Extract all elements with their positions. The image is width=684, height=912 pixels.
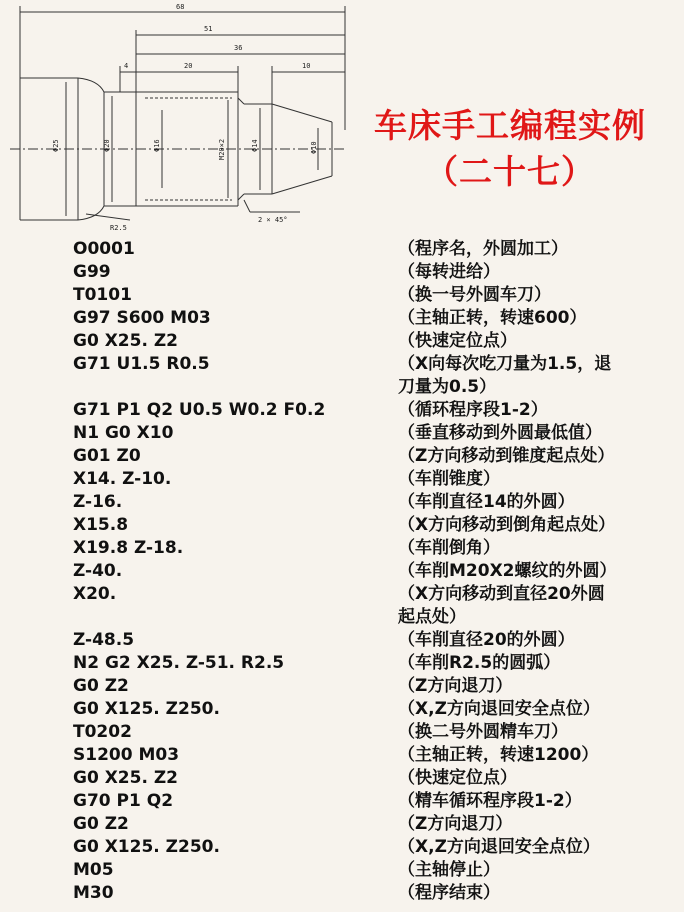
comment-line: （换一号外圆车刀）: [398, 285, 551, 305]
dim-10: 10: [302, 62, 311, 70]
comment-line: （主轴正转，转速1200）: [398, 745, 599, 765]
dim-r25: R2.5: [110, 224, 127, 232]
dim-phi25: Φ25: [52, 139, 60, 152]
code-line: X15.8: [73, 515, 129, 535]
comment-line: （精车循环程序段1-2）: [398, 791, 582, 811]
code-line: Z-16.: [73, 492, 123, 512]
code-line: X14. Z-10.: [73, 469, 172, 489]
dim-4: 4: [124, 62, 129, 70]
comment-line: （车削M20X2螺纹的外圆）: [398, 561, 617, 581]
dim-phi14: Φ14: [251, 139, 259, 152]
dim-thread: M20×2: [218, 138, 226, 160]
comment-line: （Z方向退刀）: [398, 676, 513, 696]
code-line: X20.: [73, 584, 117, 604]
code-line: S1200 M03: [73, 745, 180, 765]
comment-line: （X,Z方向退回安全点位）: [398, 837, 600, 857]
dim-36: 36: [234, 44, 243, 52]
code-line: G0 X125. Z250.: [73, 837, 220, 857]
dim-chamfer: 2 × 45°: [258, 216, 288, 224]
code-line: G71 U1.5 R0.5: [73, 354, 210, 374]
comment-line: （Z方向移动到锥度起点处）: [398, 446, 615, 466]
comment-line: （主轴正转，转速600）: [398, 308, 587, 328]
comment-line: （快速定位点）: [398, 768, 517, 788]
code-line: N1 G0 X10: [73, 423, 174, 443]
code-line: M30: [73, 883, 114, 903]
code-line: G0 X25. Z2: [73, 331, 178, 351]
comment-line: （每转进给）: [398, 262, 500, 282]
code-line: T0202: [73, 722, 132, 742]
comment-line: （程序名，外圆加工）: [398, 239, 568, 259]
part-drawing: [0, 0, 350, 236]
code-line: N2 G2 X25. Z-51. R2.5: [73, 653, 285, 673]
dim-phi16: Φ16: [153, 139, 161, 152]
comment-line: （车削倒角）: [398, 538, 500, 558]
comment-line: （车削锥度）: [398, 469, 500, 489]
code-line: G97 S600 M03: [73, 308, 211, 328]
comment-line: （X向每次吃刀量为1.5，退: [398, 354, 612, 374]
code-line: G01 Z0: [73, 446, 141, 466]
comment-line-cont: 起点处）: [398, 607, 466, 627]
comment-line: （垂直移动到外圆最低值）: [398, 423, 602, 443]
comment-line: （车削直径14的外圆）: [398, 492, 575, 512]
comment-line: （车削直径20的外圆）: [398, 630, 575, 650]
code-line: Z-48.5: [73, 630, 135, 650]
code-line: G0 Z2: [73, 814, 129, 834]
comment-line: （X方向移动到倒角起点处）: [398, 515, 616, 535]
code-line: X19.8 Z-18.: [73, 538, 184, 558]
dim-51: 51: [204, 25, 213, 33]
comment-line-cont: 刀量为0.5）: [398, 377, 497, 397]
comment-line: （快速定位点）: [398, 331, 517, 351]
code-line: T0101: [73, 285, 132, 305]
comment-line: （X方向移动到直径20外圆: [398, 584, 605, 604]
code-line: G0 X125. Z250.: [73, 699, 220, 719]
code-line: O0001: [73, 239, 135, 259]
comment-line: （X,Z方向退回安全点位）: [398, 699, 600, 719]
code-line: G0 X25. Z2: [73, 768, 178, 788]
code-line: G71 P1 Q2 U0.5 W0.2 F0.2: [73, 400, 326, 420]
comment-line: （主轴停止）: [398, 860, 500, 880]
code-line: G70 P1 Q2: [73, 791, 174, 811]
dim-phi10: Φ10: [310, 141, 318, 154]
code-line: M05: [73, 860, 114, 880]
comment-line: （循环程序段1-2）: [398, 400, 548, 420]
comment-line: （程序结束）: [398, 883, 500, 903]
page-subtitle: （二十七）: [425, 152, 595, 191]
comment-line: （换二号外圆精车刀）: [398, 722, 568, 742]
page-title: 车床手工编程实例: [374, 106, 646, 145]
dim-phi20: Φ20: [103, 139, 111, 152]
comment-line: （车削R2.5的圆弧）: [398, 653, 561, 673]
code-line: Z-40.: [73, 561, 123, 581]
dim-68: 68: [176, 3, 185, 11]
code-line: G99: [73, 262, 111, 282]
dim-20: 20: [184, 62, 193, 70]
comment-line: （Z方向退刀）: [398, 814, 513, 834]
code-line: G0 Z2: [73, 676, 129, 696]
